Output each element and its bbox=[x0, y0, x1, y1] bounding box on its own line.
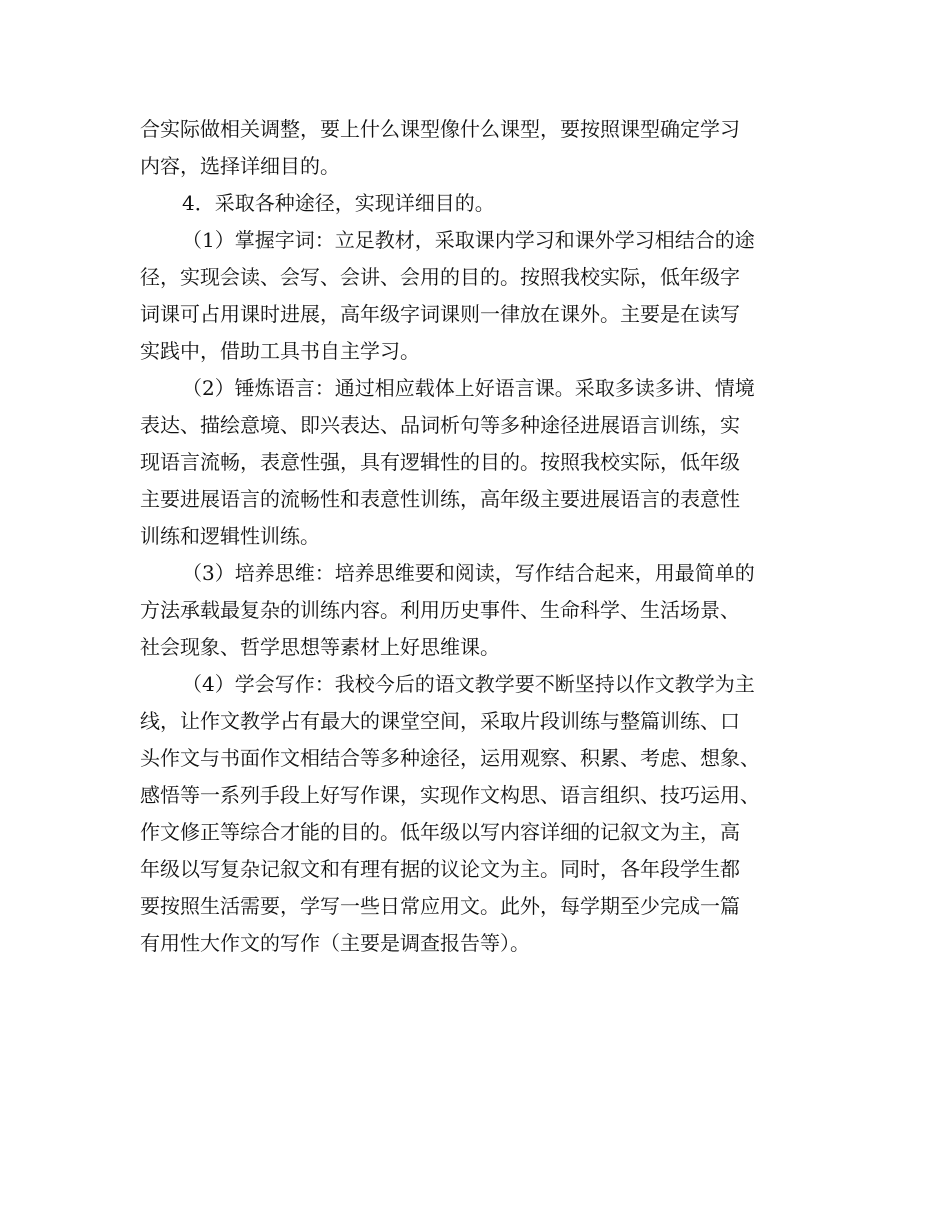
text-line: 径，实现会读、会写、会讲、会用的目的。按照我校实际，低年级字 bbox=[140, 265, 740, 289]
document-body bbox=[140, 111, 840, 962]
text-line: （4）学会写作：我校今后的语文教学要不断坚持以作文教学为主 bbox=[182, 672, 755, 696]
section-heading: 4．采取各种途径，实现详细目的。 bbox=[182, 191, 495, 215]
text-line: 表达、描绘意境、即兴表达、品词析句等多种途径进展语言训练，实 bbox=[140, 413, 740, 437]
text-line: 现语言流畅，表意性强，具有逻辑性的目的。按照我校实际，低年级 bbox=[140, 450, 740, 474]
text-line: 社会现象、哲学思想等素材上好思维课。 bbox=[140, 635, 500, 659]
text-line: （3）培养思维：培养思维要和阅读，写作结合起来，用最简单的 bbox=[182, 561, 755, 585]
text-line: 实践中，借助工具书自主学习。 bbox=[140, 339, 420, 363]
text-line: 主要进展语言的流畅性和表意性训练，高年级主要进展语言的表意性 bbox=[140, 487, 740, 511]
text-line: 年级以写复杂记叙文和有理有据的议论文为主。同时，各年段学生都 bbox=[140, 857, 740, 881]
text-line: 感悟等一系列手段上好写作课，实现作文构思、语言组织、技巧运用、 bbox=[140, 783, 760, 807]
text-line: （2）锤炼语言：通过相应载体上好语言课。采取多读多讲、情境 bbox=[182, 376, 755, 400]
text-line: 内容，选择详细目的。 bbox=[140, 154, 340, 178]
text-line: 词课可占用课时进展，高年级字词课则一律放在课外。主要是在读写 bbox=[140, 302, 740, 326]
text-line: 合实际做相关调整，要上什么课型像什么课型，要按照课型确定学习 bbox=[140, 117, 740, 141]
text-line: 训练和逻辑性训练。 bbox=[140, 524, 320, 548]
text-line: 有用性大作文的写作（主要是调查报告等）。 bbox=[140, 931, 530, 955]
text-line: 作文修正等综合才能的目的。低年级以写内容详细的记叙文为主，高 bbox=[140, 820, 740, 844]
text-line: 线，让作文教学占有最大的课堂空间，采取片段训练与整篇训练、口 bbox=[140, 709, 740, 733]
text-line: 要按照生活需要，学写一些日常应用文。此外，每学期至少完成一篇 bbox=[140, 894, 740, 918]
text-line: 头作文与书面作文相结合等多种途径，运用观察、积累、考虑、想象、 bbox=[140, 746, 760, 770]
text-line: （1）掌握字词：立足教材，采取课内学习和课外学习相结合的途 bbox=[182, 228, 755, 252]
text-line: 方法承载最复杂的训练内容。利用历史事件、生命科学、生活场景、 bbox=[140, 598, 740, 622]
